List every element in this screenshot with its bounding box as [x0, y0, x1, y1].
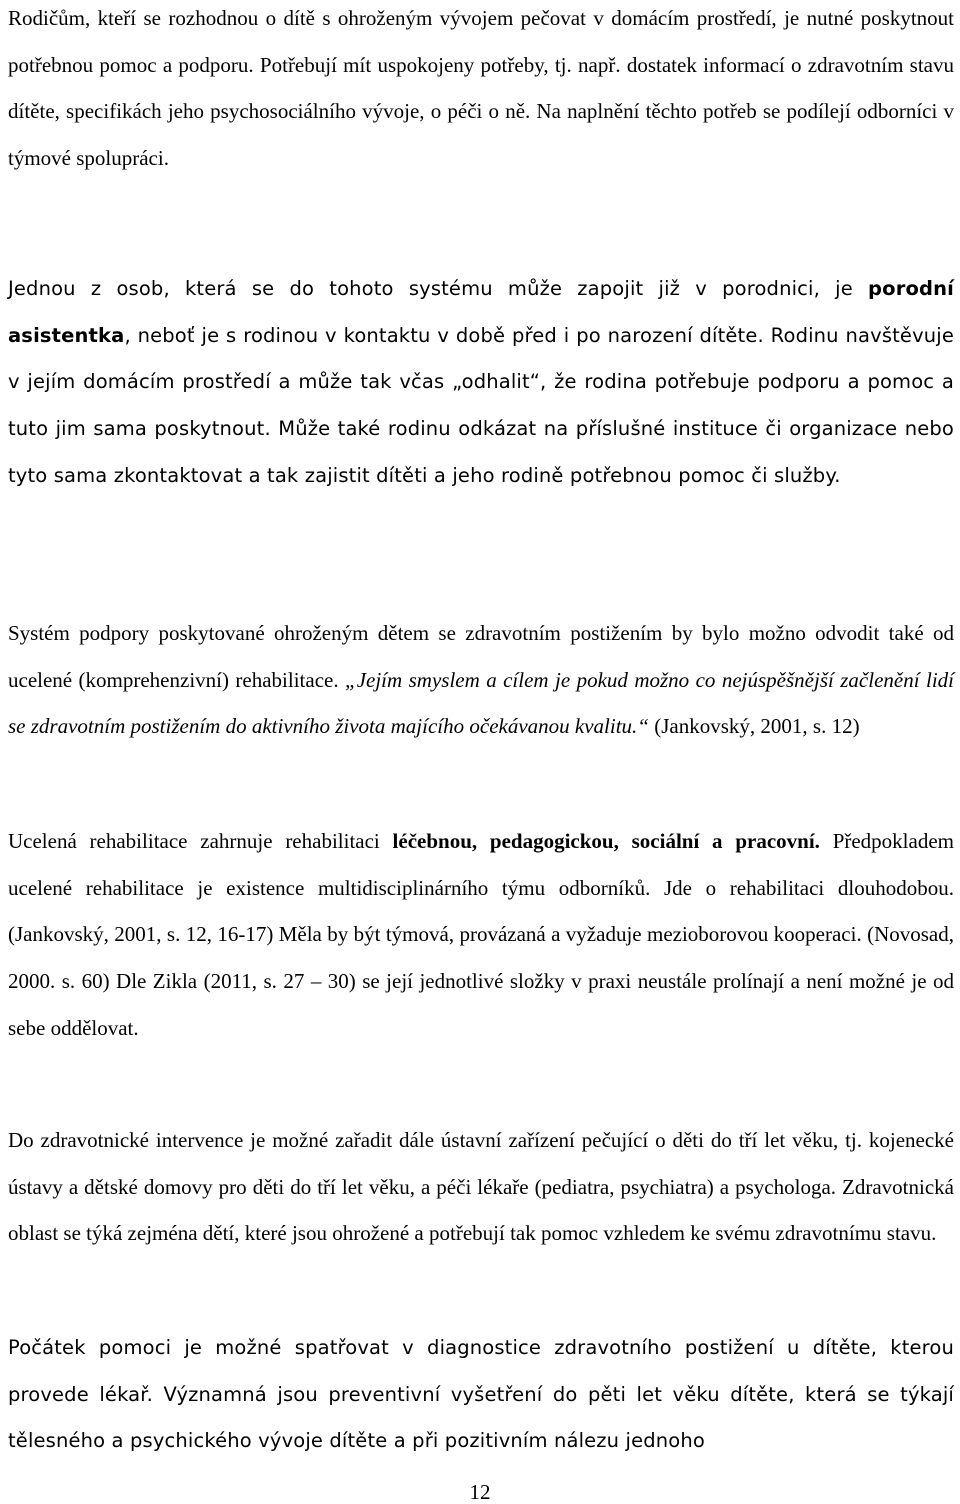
paragraph-text: Předpokladem ucelené rehabilitace je existence multidisciplinárního týmu odborníků. Jde o rehabilitaci dlouhodobou. (Jankovský, 2001, s. 12, 16-17) Měla by být týmová, provázaná a vyžaduje mezioborovou kooperaci. (Novosad, 2000. s. 60) Dle Zikla (2011, s. 27 – 30) se její jednotlivé složky v praxi neustále prolínají a není možné je od sebe oddělovat.: [8, 829, 954, 1040]
paragraph-midwife: [8, 266, 954, 500]
paragraph-text: Systém podpory poskytované ohroženým dětem se zdravotním postižením by bylo možno odvodit také od ucelené (komprehenzivní) rehabilitace.: [8, 621, 954, 692]
paragraph-diagnosis: [8, 1325, 954, 1465]
paragraph-rehabilitation-system: [8, 610, 954, 750]
paragraph-text: Ucelená rehabilitace zahrnuje rehabilitaci: [8, 829, 393, 853]
paragraph-text: Rodičům, kteří se rozhodnou o dítě s ohroženým vývojem pečovat v domácím prostředí, je nutné poskytnout potřebnou pomoc a podporu. Potřebují mít uspokojeny potřeby, tj. např. dostatek informací o zdravotním stavu dítěte, specifikách jeho psychosociálního vývoje, o péči o ně. Na naplnění těchto potřeb se podílejí odborníci v týmové spolupráci.: [8, 6, 954, 171]
paragraph-comprehensive-rehabilitation: [8, 818, 954, 1052]
paragraph-text: Rodinu navštěvuje v jejím domácím prostředí a může tak včas „odhalit“, že rodina potřebuje podporu a pomoc a tuto jim sama poskytnout.: [8, 323, 954, 441]
page-number: 12: [469, 1480, 491, 1504]
paragraph-text: Do zdravotnické intervence je možné zařadit dále ústavní zařízení pečující o děti do tří let věku, tj. kojenecké ústavy a dětské domovy pro děti do tří let věku, a péči lékaře (pediatra, psychiatra) a psychologa. Zdravotnická oblast se týká zejména dětí, které jsou ohrožené a potřebují tak pomoc vzhledem ke svému zdravotnímu stavu.: [8, 1128, 954, 1246]
paragraph-text: Počátek pomoci je možné spatřovat v diagnostice zdravotního postižení u dítěte, kterou provede lékař. Významná jsou preventivní vyšetření do pěti let věku dítěte, která se týkají tělesného a psychického vývoje dítěte a při pozitivním nálezu jednoho: [8, 1336, 954, 1453]
paragraph-text: Může také rodinu odkázat na příslušné instituce či organizace nebo tyto sama zkontaktovat a tak zajistit dítěti a jeho rodině potřebnou pomoc či služby.: [8, 417, 954, 487]
paragraph-parents-support: [8, 0, 954, 182]
paragraph-text: Jednou z osob, která se do tohoto systému může zapojit již v porodnici, je: [8, 277, 869, 300]
italic-quote: „Jejím smyslem a cílem je pokud možno co nejúspěšnější začlenění lidí se zdravotním postižením do aktivního života majícího očekávanou kvalitu.“: [8, 667, 954, 739]
paragraph-text: , neboť je s rodinou v kontaktu v době před i po narození dítěte.: [124, 323, 764, 347]
citation: (Jankovský, 2001, s. 12): [648, 714, 860, 739]
bold-term-midwife: porodní asistentka: [8, 277, 954, 347]
bold-rehabilitation-types: léčebnou, pedagogickou, sociální a pracovní.: [392, 829, 820, 853]
paragraph-health-intervention: [8, 1117, 954, 1257]
